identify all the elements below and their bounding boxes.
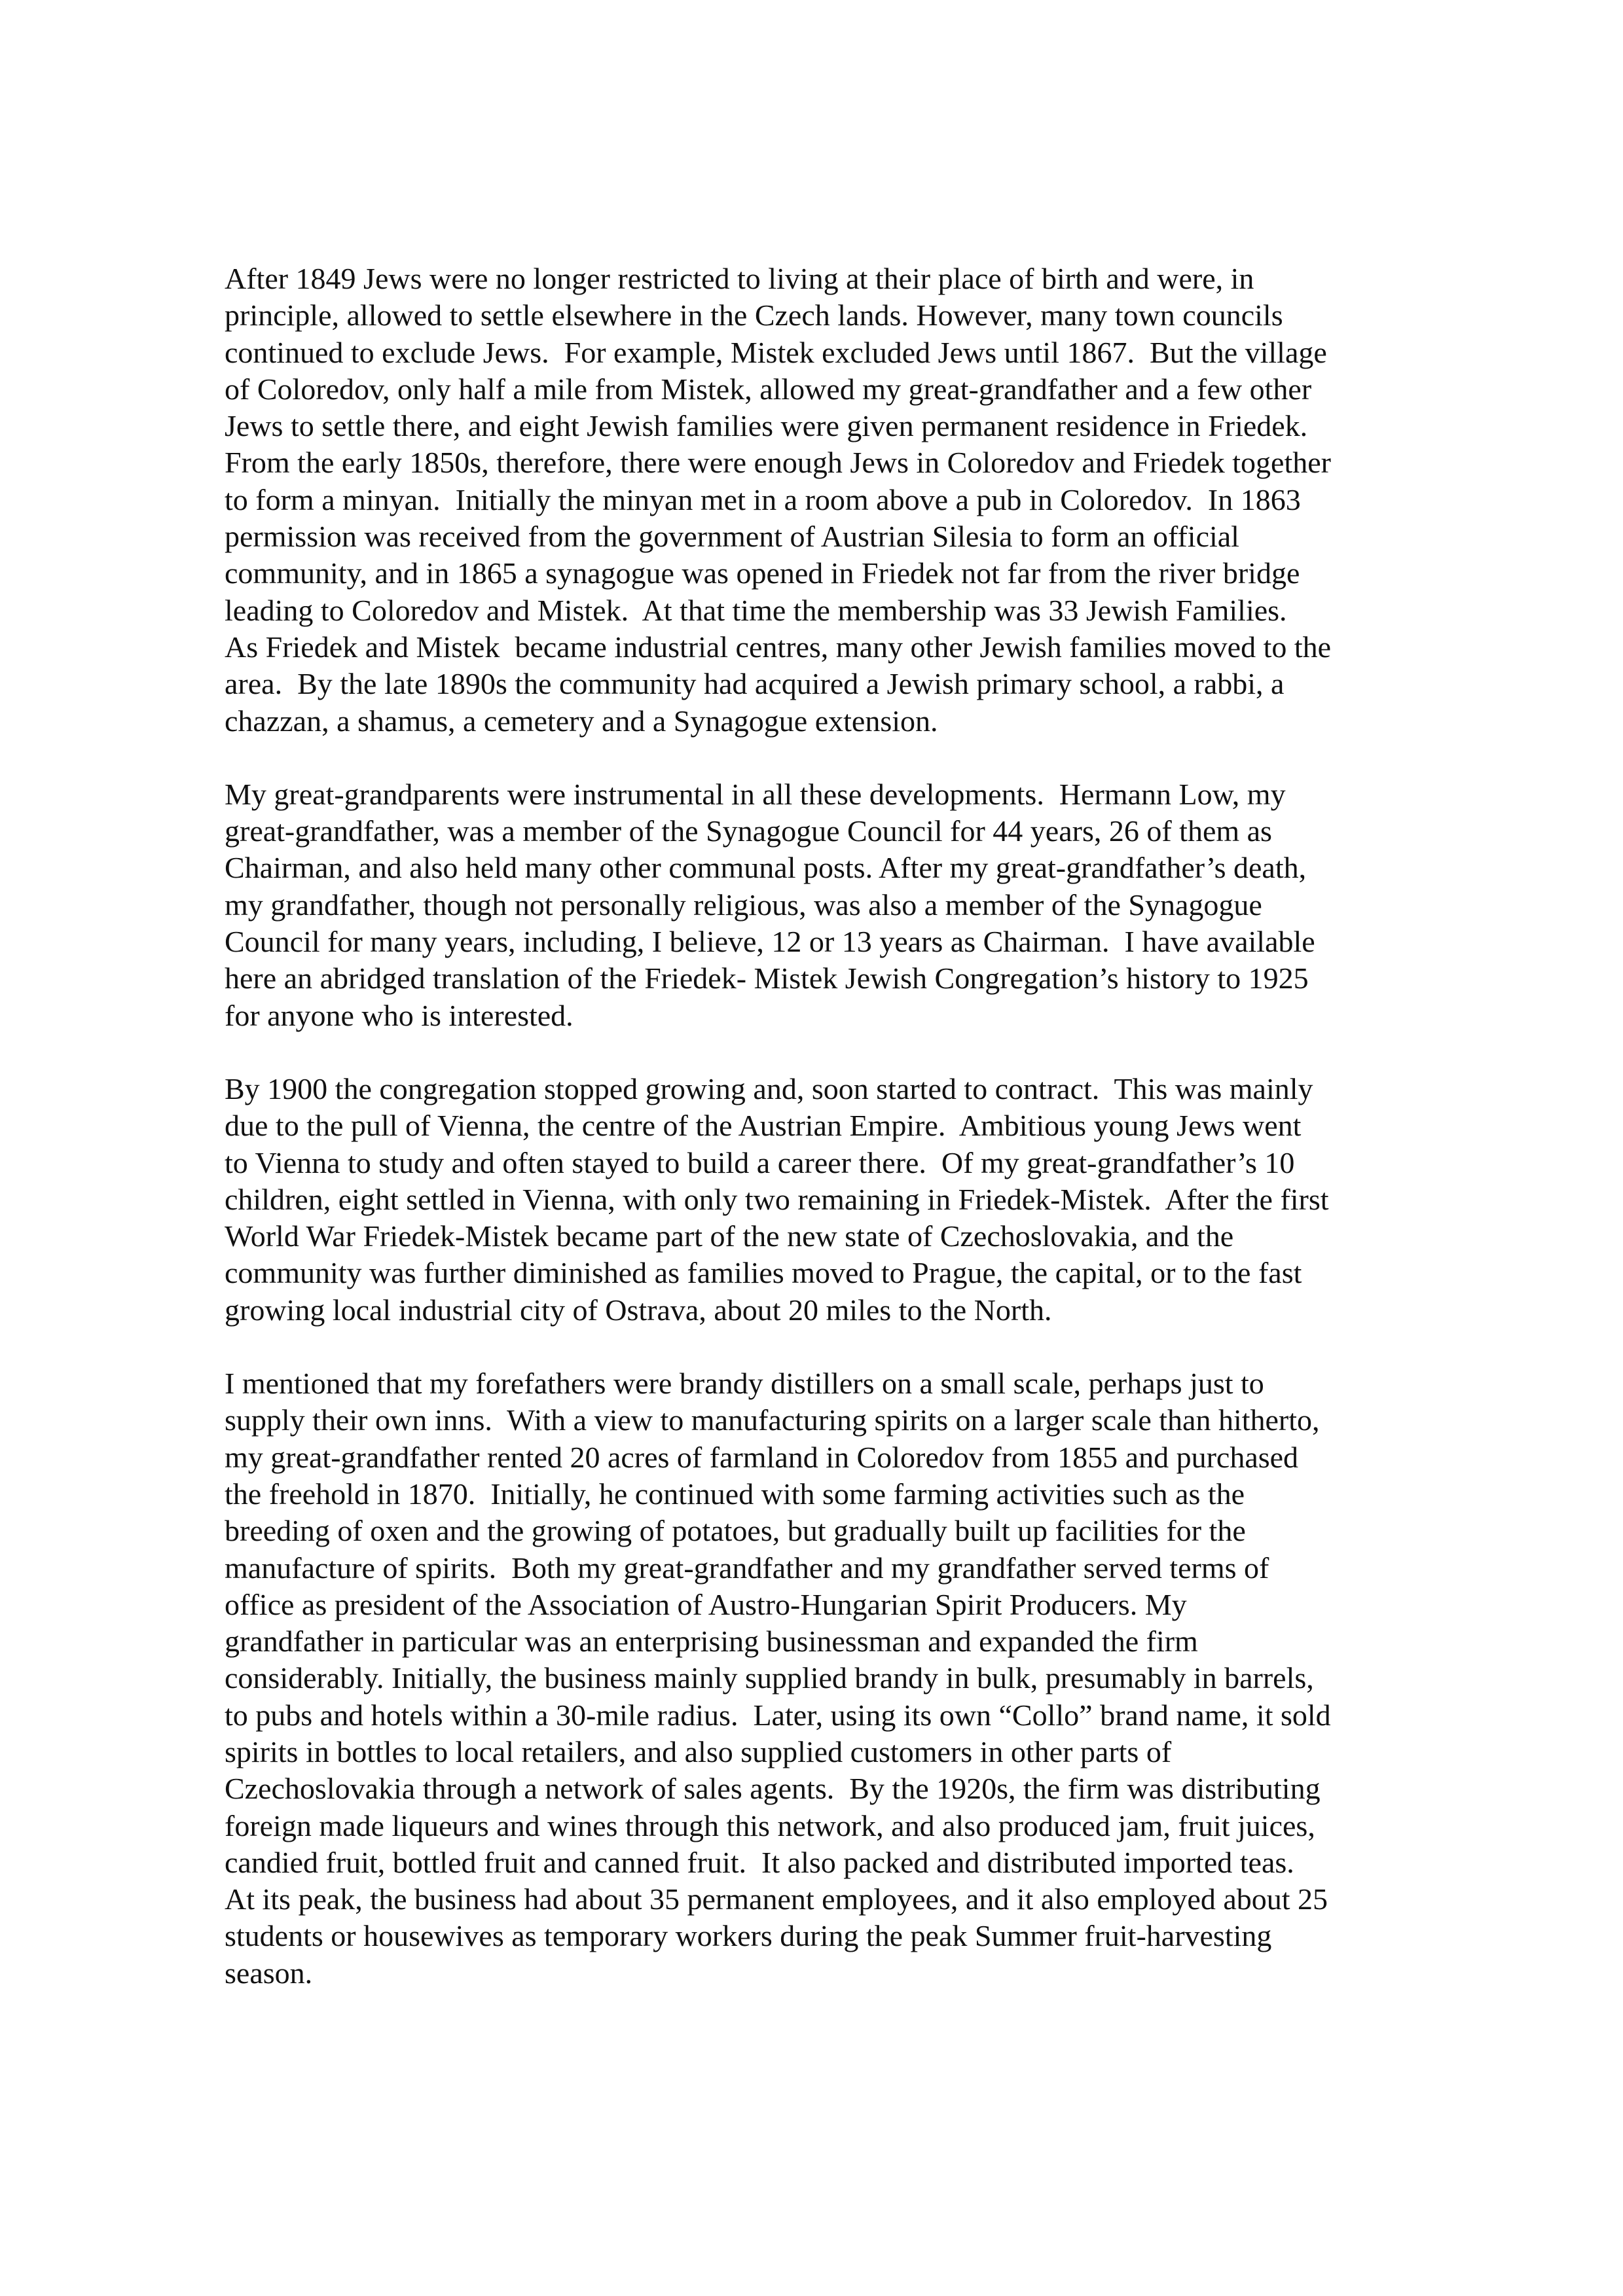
text-line: supply their own inns. With a view to manufacturing spirits on a larger scale than hitherto, — [225, 1403, 1320, 1437]
text-line: community was further diminished as families moved to Prague, the capital, or to the fast — [225, 1256, 1302, 1290]
text-line: leading to Coloredov and Mistek. At that time the membership was 33 Jewish Families. — [225, 593, 1287, 627]
text-line: to pubs and hotels within a 30-mile radius. Later, using its own “Collo” brand name, it sold — [225, 1698, 1331, 1732]
text-line: community, and in 1865 a synagogue was opened in Friedek not far from the river bridge — [225, 556, 1300, 590]
text-line: my great-grandfather rented 20 acres of farmland in Coloredov from 1855 and purchased — [225, 1440, 1299, 1474]
text-line: Council for many years, including, I believe, 12 or 13 years as Chairman. I have available — [225, 925, 1315, 959]
text-line: By 1900 the congregation stopped growing and, soon started to contract. This was mainly — [225, 1071, 1313, 1105]
text-line: spirits in bottles to local retailers, and also supplied customers in other parts of — [225, 1734, 1172, 1768]
text-line: World War Friedek-Mistek became part of the new state of Czechoslovakia, and the — [225, 1219, 1234, 1253]
text-line: for anyone who is interested. — [225, 998, 574, 1032]
text-line: the freehold in 1870. Initially, he continued with some farming activities such as the — [225, 1477, 1245, 1511]
text-line: candied fruit, bottled fruit and canned fruit. It also packed and distributed imported teas. — [225, 1845, 1294, 1879]
text-line: due to the pull of Vienna, the centre of the Austrian Empire. Ambitious young Jews went — [225, 1109, 1302, 1143]
text-line: I mentioned that my forefathers were brandy distillers on a small scale, perhaps just to — [225, 1367, 1264, 1401]
text-line: foreign made liqueurs and wines through this network, and also produced jam, fruit juices, — [225, 1808, 1315, 1842]
text-line: manufacture of spirits. Both my great-grandfather and my grandfather served terms of — [225, 1551, 1269, 1585]
text-line: area. By the late 1890s the community had acquired a Jewish primary school, a rabbi, a — [225, 667, 1285, 701]
text-line: Jews to settle there, and eight Jewish families were given permanent residence in Friedek. — [225, 409, 1308, 443]
text-line: My great-grandparents were instrumental in all these developments. Hermann Low, my — [225, 777, 1286, 811]
text-line: students or housewives as temporary workers during the peak Summer fruit-harvesting — [225, 1919, 1272, 1953]
paragraph-jewish-settlement — [225, 260, 1403, 740]
text-line: to form a minyan. Initially the minyan met in a room above a pub in Coloredov. In 1863 — [225, 482, 1301, 516]
text-line: office as president of the Association of Austro-Hungarian Spirit Producers. My — [225, 1587, 1187, 1621]
text-line: After 1849 Jews were no longer restricted to living at their place of birth and were, in — [225, 262, 1254, 295]
text-line: season. — [225, 1956, 313, 1990]
text-line: of Coloredov, only half a mile from Mistek, allowed my great-grandfather and a few other — [225, 372, 1312, 406]
text-line: my grandfather, though not personally religious, was also a member of the Synagogue — [225, 888, 1262, 922]
text-line: Chairman, and also held many other communal posts. After my great-grandfather’s death, — [225, 851, 1307, 885]
text-line: Czechoslovakia through a network of sales agents. By the 1920s, the firm was distributing — [225, 1772, 1321, 1806]
text-line: great-grandfather, was a member of the Synagogue Council for 44 years, 26 of them as — [225, 814, 1272, 848]
text-line: continued to exclude Jews. For example, Mistek excluded Jews until 1867. But the village — [225, 335, 1327, 369]
text-line: From the early 1850s, therefore, there were enough Jews in Coloredov and Friedek together — [225, 446, 1331, 480]
text-line: As Friedek and Mistek became industrial centres, many other Jewish families moved to the — [225, 630, 1332, 664]
text-line: At its peak, the business had about 35 permanent employees, and it also employed about 25 — [225, 1882, 1328, 1916]
text-line: to Vienna to study and often stayed to build a career there. Of my great-grandfather’s 10 — [225, 1145, 1295, 1179]
paragraph-family-business — [225, 1365, 1403, 1992]
text-line: breeding of oxen and the growing of potatoes, but gradually built up facilities for the — [225, 1514, 1246, 1548]
text-line: growing local industrial city of Ostrava, about 20 miles to the North. — [225, 1293, 1052, 1327]
text-line: considerably. Initially, the business mainly supplied brandy in bulk, presumably in barrels, — [225, 1661, 1314, 1695]
text-line: permission was received from the government of Austrian Silesia to form an official — [225, 520, 1239, 554]
text-line: here an abridged translation of the Friedek- Mistek Jewish Congregation’s history to 1925 — [225, 961, 1309, 996]
paragraph-congregation-decline — [225, 1071, 1403, 1329]
paragraph-great-grandparents — [225, 776, 1403, 1034]
text-line: children, eight settled in Vienna, with only two remaining in Friedek-Mistek. After the first — [225, 1182, 1329, 1216]
document-body — [225, 260, 1403, 2028]
text-line: chazzan, a shamus, a cemetery and a Synagogue extension. — [225, 704, 938, 738]
text-line: principle, allowed to settle elsewhere in the Czech lands. However, many town councils — [225, 298, 1283, 332]
text-line: grandfather in particular was an enterprising businessman and expanded the firm — [225, 1624, 1198, 1659]
